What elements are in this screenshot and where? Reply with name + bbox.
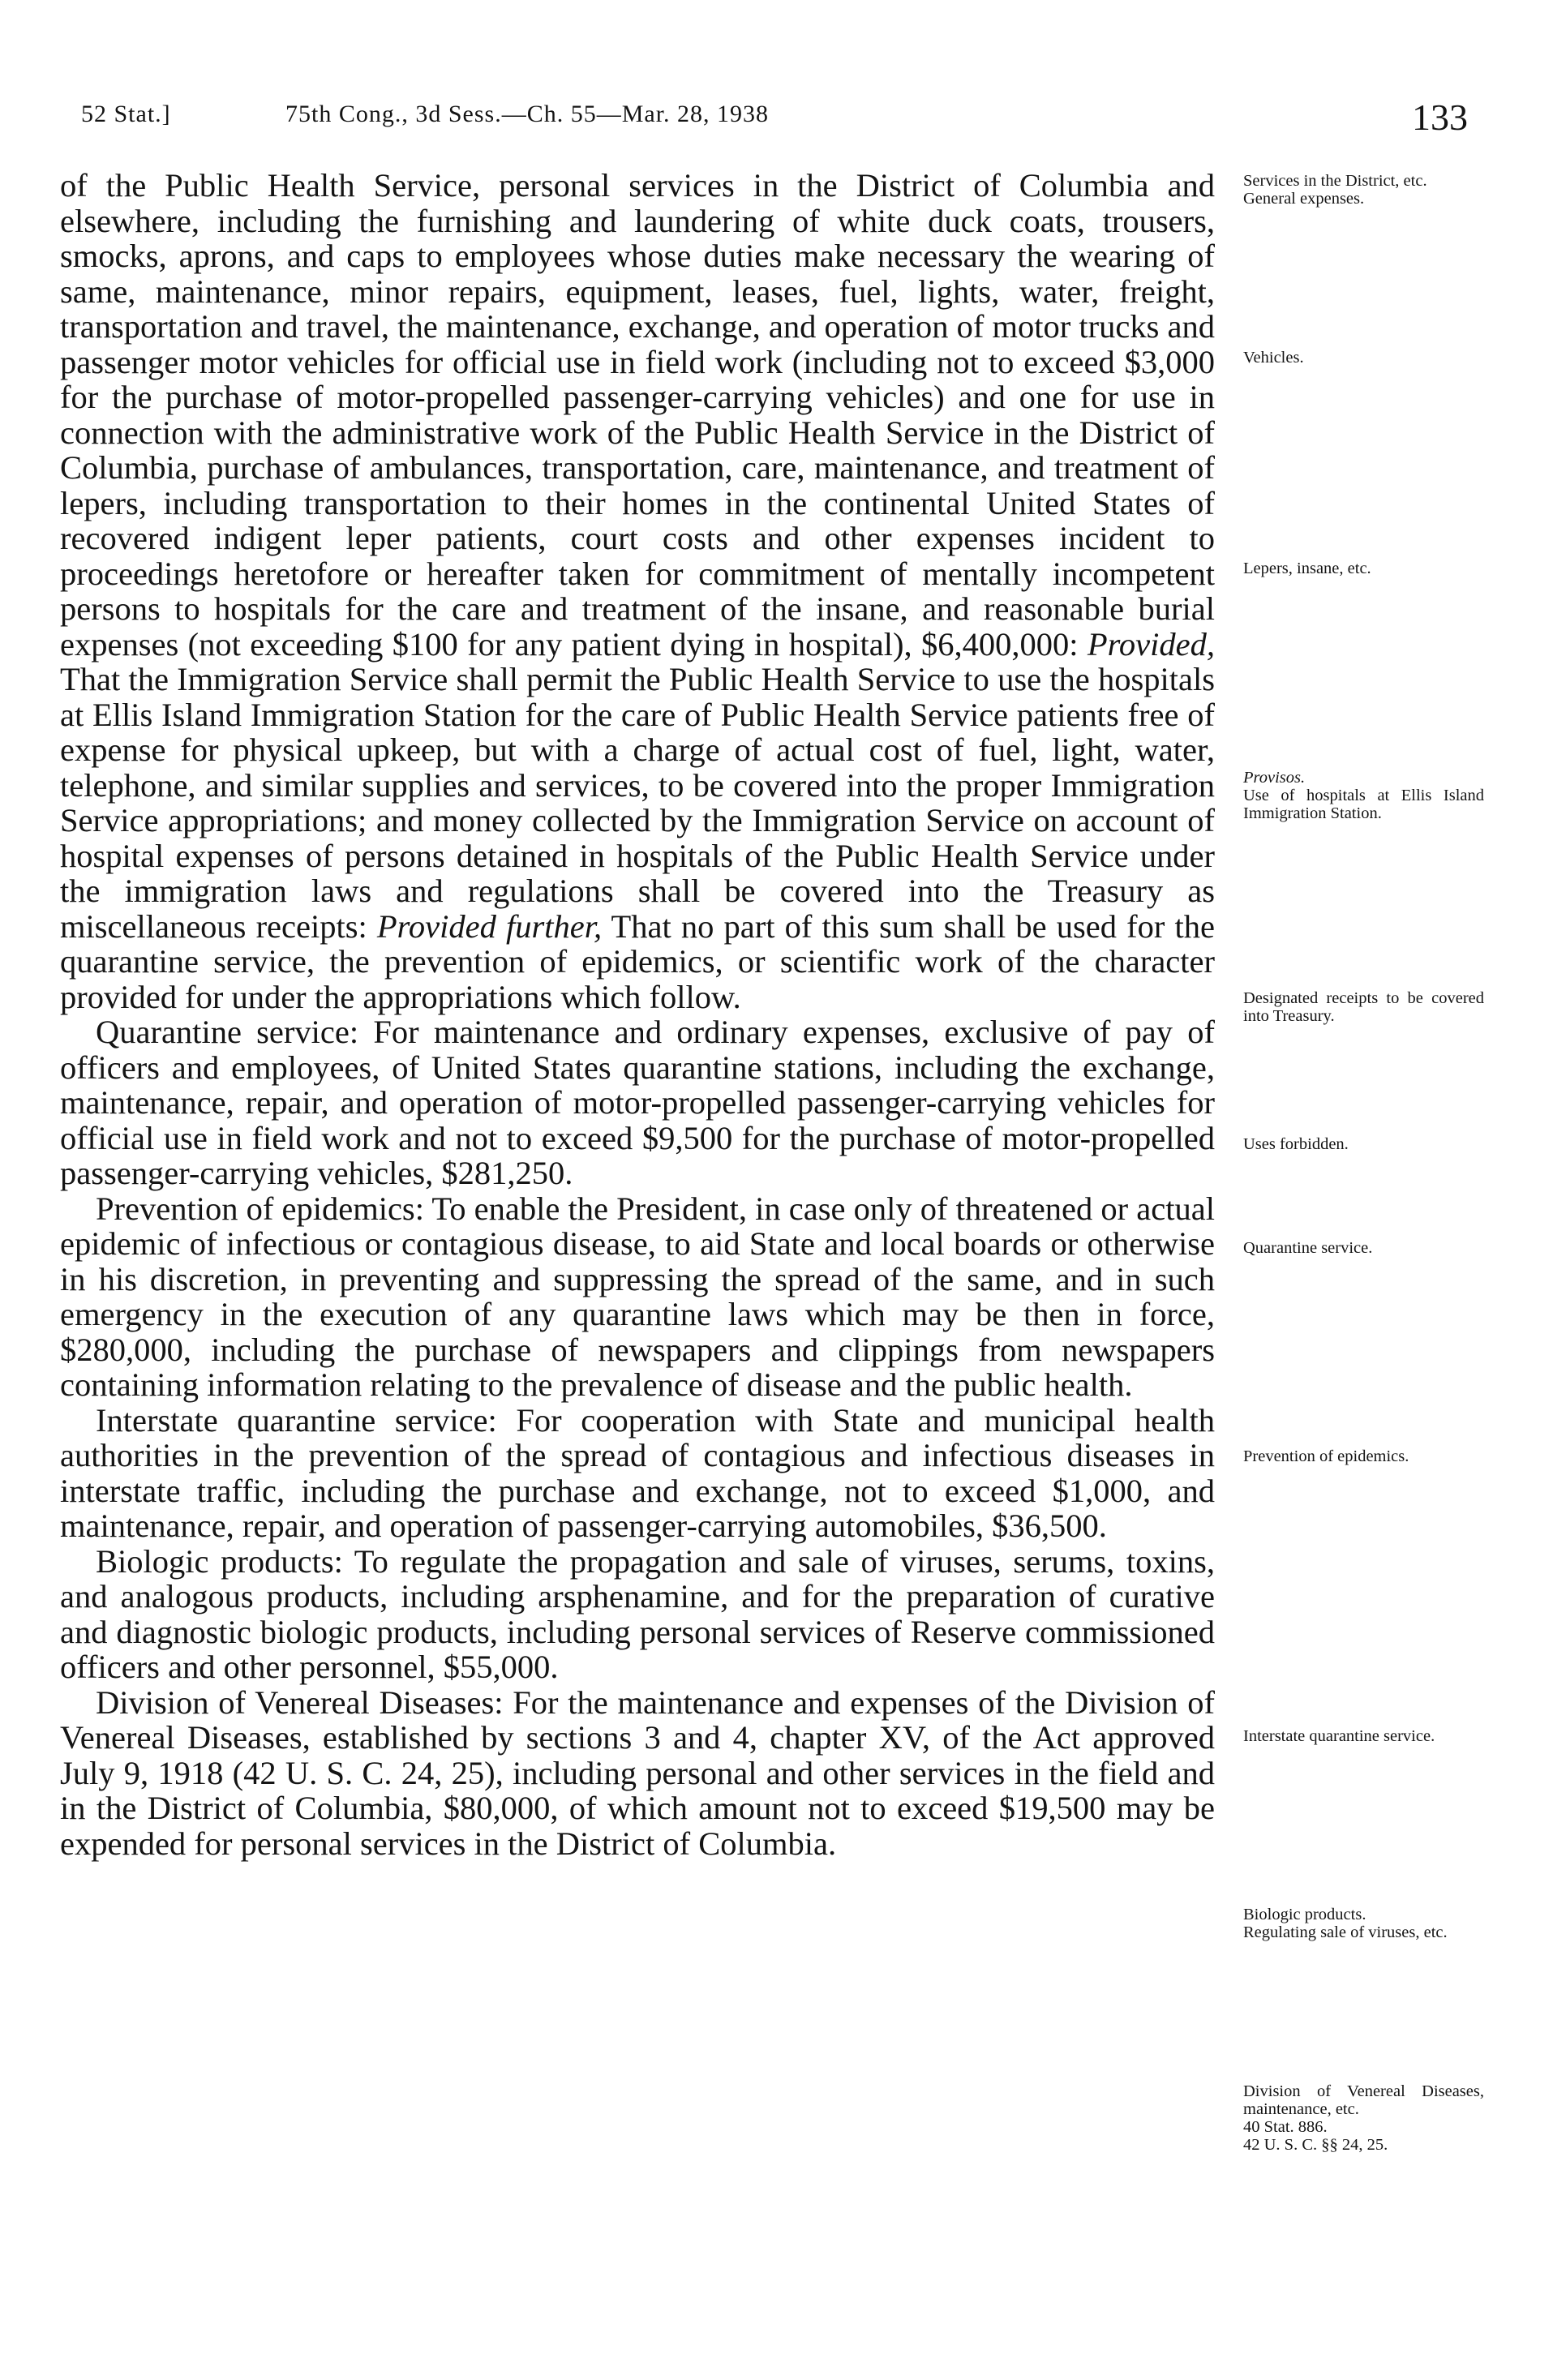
- provisos-label: Provisos.: [1243, 769, 1306, 787]
- note-stat-ref: 40 Stat. 886.: [1243, 2118, 1328, 2136]
- note-services-district: Services in the District, etc.: [1243, 172, 1427, 190]
- proviso-word: Provided,: [1087, 625, 1215, 663]
- congress-session-line: 75th Cong., 3d Sess.—Ch. 55—Mar. 28, 1938: [285, 101, 770, 127]
- margin-note: [1221, 172, 1484, 208]
- note-prevention-epidemics: Prevention of epidemics.: [1243, 1447, 1409, 1465]
- note-general-expenses: General expenses.: [1243, 190, 1365, 208]
- note-venereal-division: Division of Venereal Diseases, maintenance, etc.: [1243, 2082, 1484, 2118]
- margin-note: [1221, 769, 1484, 822]
- paragraph-text: That the Immigration Service shall permit the Public Health Service to use the hospitals at Ellis Island Immigration Station for the care of Public Health Service patients free of expense for physical upkeep, but with a charge of actual cost of fuel, light, water, telephone, and similar supplies and services, to be covered into the proper Immigration Service appropriations; and money collected by the Immigration Service on account of hospital expenses of persons detained in hospitals of the Public Health Service under the immigration laws and regulations shall be covered into the Treasury as miscellaneous receipts:: [60, 661, 1215, 945]
- paragraph-text: of the Public Health Service, personal services in the District of Columbia and elsewhere, including the furnishing and laundering of white duck coats, trousers, smocks, aprons, and caps to employees whose duties make necessary the wearing of same, maintenance, minor repairs, equipment, leases, fuel, lights, water, freight, transportation and travel, the maintenance, exchange, and operation of motor trucks and passenger motor vehicles for official use in field work (including not to exceed $3,000 for the purchase of motor-propelled passenger-carrying vehicles) and one for use in connection with the administrative work of the Public Health Service in the District of Columbia, purchase of ambulances, transportation, care, maintenance, and treatment of lepers, including transportation to their homes in the continental United States of recovered indigent leper patients, court costs and other expenses incident to proceedings heretofore or hereafter taken for commitment of mentally incompetent persons to hospitals for the care and treatment of the insane, and reasonable burial expenses (not exceeding $100 for any patient dying in hospital), $6,400,000:: [60, 167, 1215, 663]
- note-usc-ref: 42 U. S. C. §§ 24, 25.: [1243, 2136, 1388, 2154]
- margin-note: [1221, 1447, 1484, 1465]
- note-vehicles: Vehicles.: [1243, 349, 1304, 367]
- paragraph-prevention-epidemics: Prevention of epidemics: To enable the President, in case only of threatened or actual epidemic of infectious or contagious disease, to aid State and local boards or otherwise in his discretion, in preventing and suppressing the spread of the same, and in such emergency in the execution of any quarantine laws which may be then in force, $280,000, including the purchase of newspapers and clippings from newspapers containing information relating to the prevalence of disease and the public health.: [60, 1190, 1215, 1403]
- margin-note: [1221, 560, 1484, 577]
- statute-volume: 52 Stat.]: [81, 101, 171, 127]
- note-regulating-sale: Regulating sale of viruses, etc.: [1243, 1923, 1448, 1941]
- margin-note: [1221, 2082, 1484, 2154]
- note-provisos: [1221, 769, 1484, 787]
- paragraph-biologic-products: Biologic products: To regulate the propagation and sale of viruses, serums, toxins, and analogous products, including arsphenamine, and for the preparation of curative and diagnostic biologic products, including personal services of Reserve commissioned officers and other personnel, $55,000.: [60, 1542, 1215, 1685]
- margin-note: [1221, 1906, 1484, 1941]
- paragraph-quarantine-service: Quarantine service: For maintenance and ordinary expenses, exclusive of pay of officers and employees, of United States quarantine stations, including the exchange, maintenance, repair, and operation of motor-propelled passenger-carrying vehicles for official use in field work and not to exceed $9,500 for the purchase of motor-propelled passenger-carrying vehicles, $281,250.: [60, 1014, 1215, 1191]
- paragraph-public-health: [60, 168, 1215, 1014]
- margin-note: [1221, 349, 1484, 367]
- running-header: [81, 96, 1468, 144]
- margin-note: [1221, 1239, 1484, 1257]
- note-designated-receipts: Designated receipts to be covered into Treasury.: [1243, 989, 1484, 1025]
- note-interstate-quarantine: Interstate quarantine service.: [1243, 1727, 1435, 1745]
- margin-note: [1221, 1727, 1484, 1745]
- note-ellis-island: Use of hospitals at Ellis Island Immigration Station.: [1243, 787, 1484, 822]
- note-quarantine-service: Quarantine service.: [1243, 1239, 1373, 1257]
- proviso-further-word: Provided further,: [376, 907, 603, 945]
- main-text: [60, 168, 1215, 1861]
- paragraph-text: That no part of this sum shall be used for the quarantine service, the prevention of epidemics, or scientific work of the character provided for under the appropriations which follow.: [60, 907, 1216, 1015]
- paragraph-venereal-diseases: Division of Venereal Diseases: For the maintenance and expenses of the Division of Venereal Diseases, established by sections 3 and 4, chapter XV, of the Act approved July 9, 1918 (42 U. S. C. 24, 25), including personal and other services in the field and in the District of Columbia, $80,000, of which amount not to exceed $19,500 may be expended for personal services in the District of Columbia.: [60, 1683, 1215, 1862]
- paragraph-interstate-quarantine: Interstate quarantine service: For cooperation with State and municipal health authorities in the prevention of the spread of contagious and infectious diseases in interstate traffic, including the purchase and exchange, not to exceed $1,000, and maintenance, repair, and operation of passenger-carrying automobiles, $36,500.: [60, 1401, 1215, 1544]
- note-biologic-products: Biologic products.: [1243, 1906, 1366, 1923]
- margin-note: [1221, 989, 1484, 1025]
- margin-note: [1221, 1135, 1484, 1153]
- note-lepers: Lepers, insane, etc.: [1243, 560, 1371, 577]
- note-uses-forbidden: Uses forbidden.: [1243, 1135, 1349, 1153]
- page-number: 133: [1412, 96, 1468, 138]
